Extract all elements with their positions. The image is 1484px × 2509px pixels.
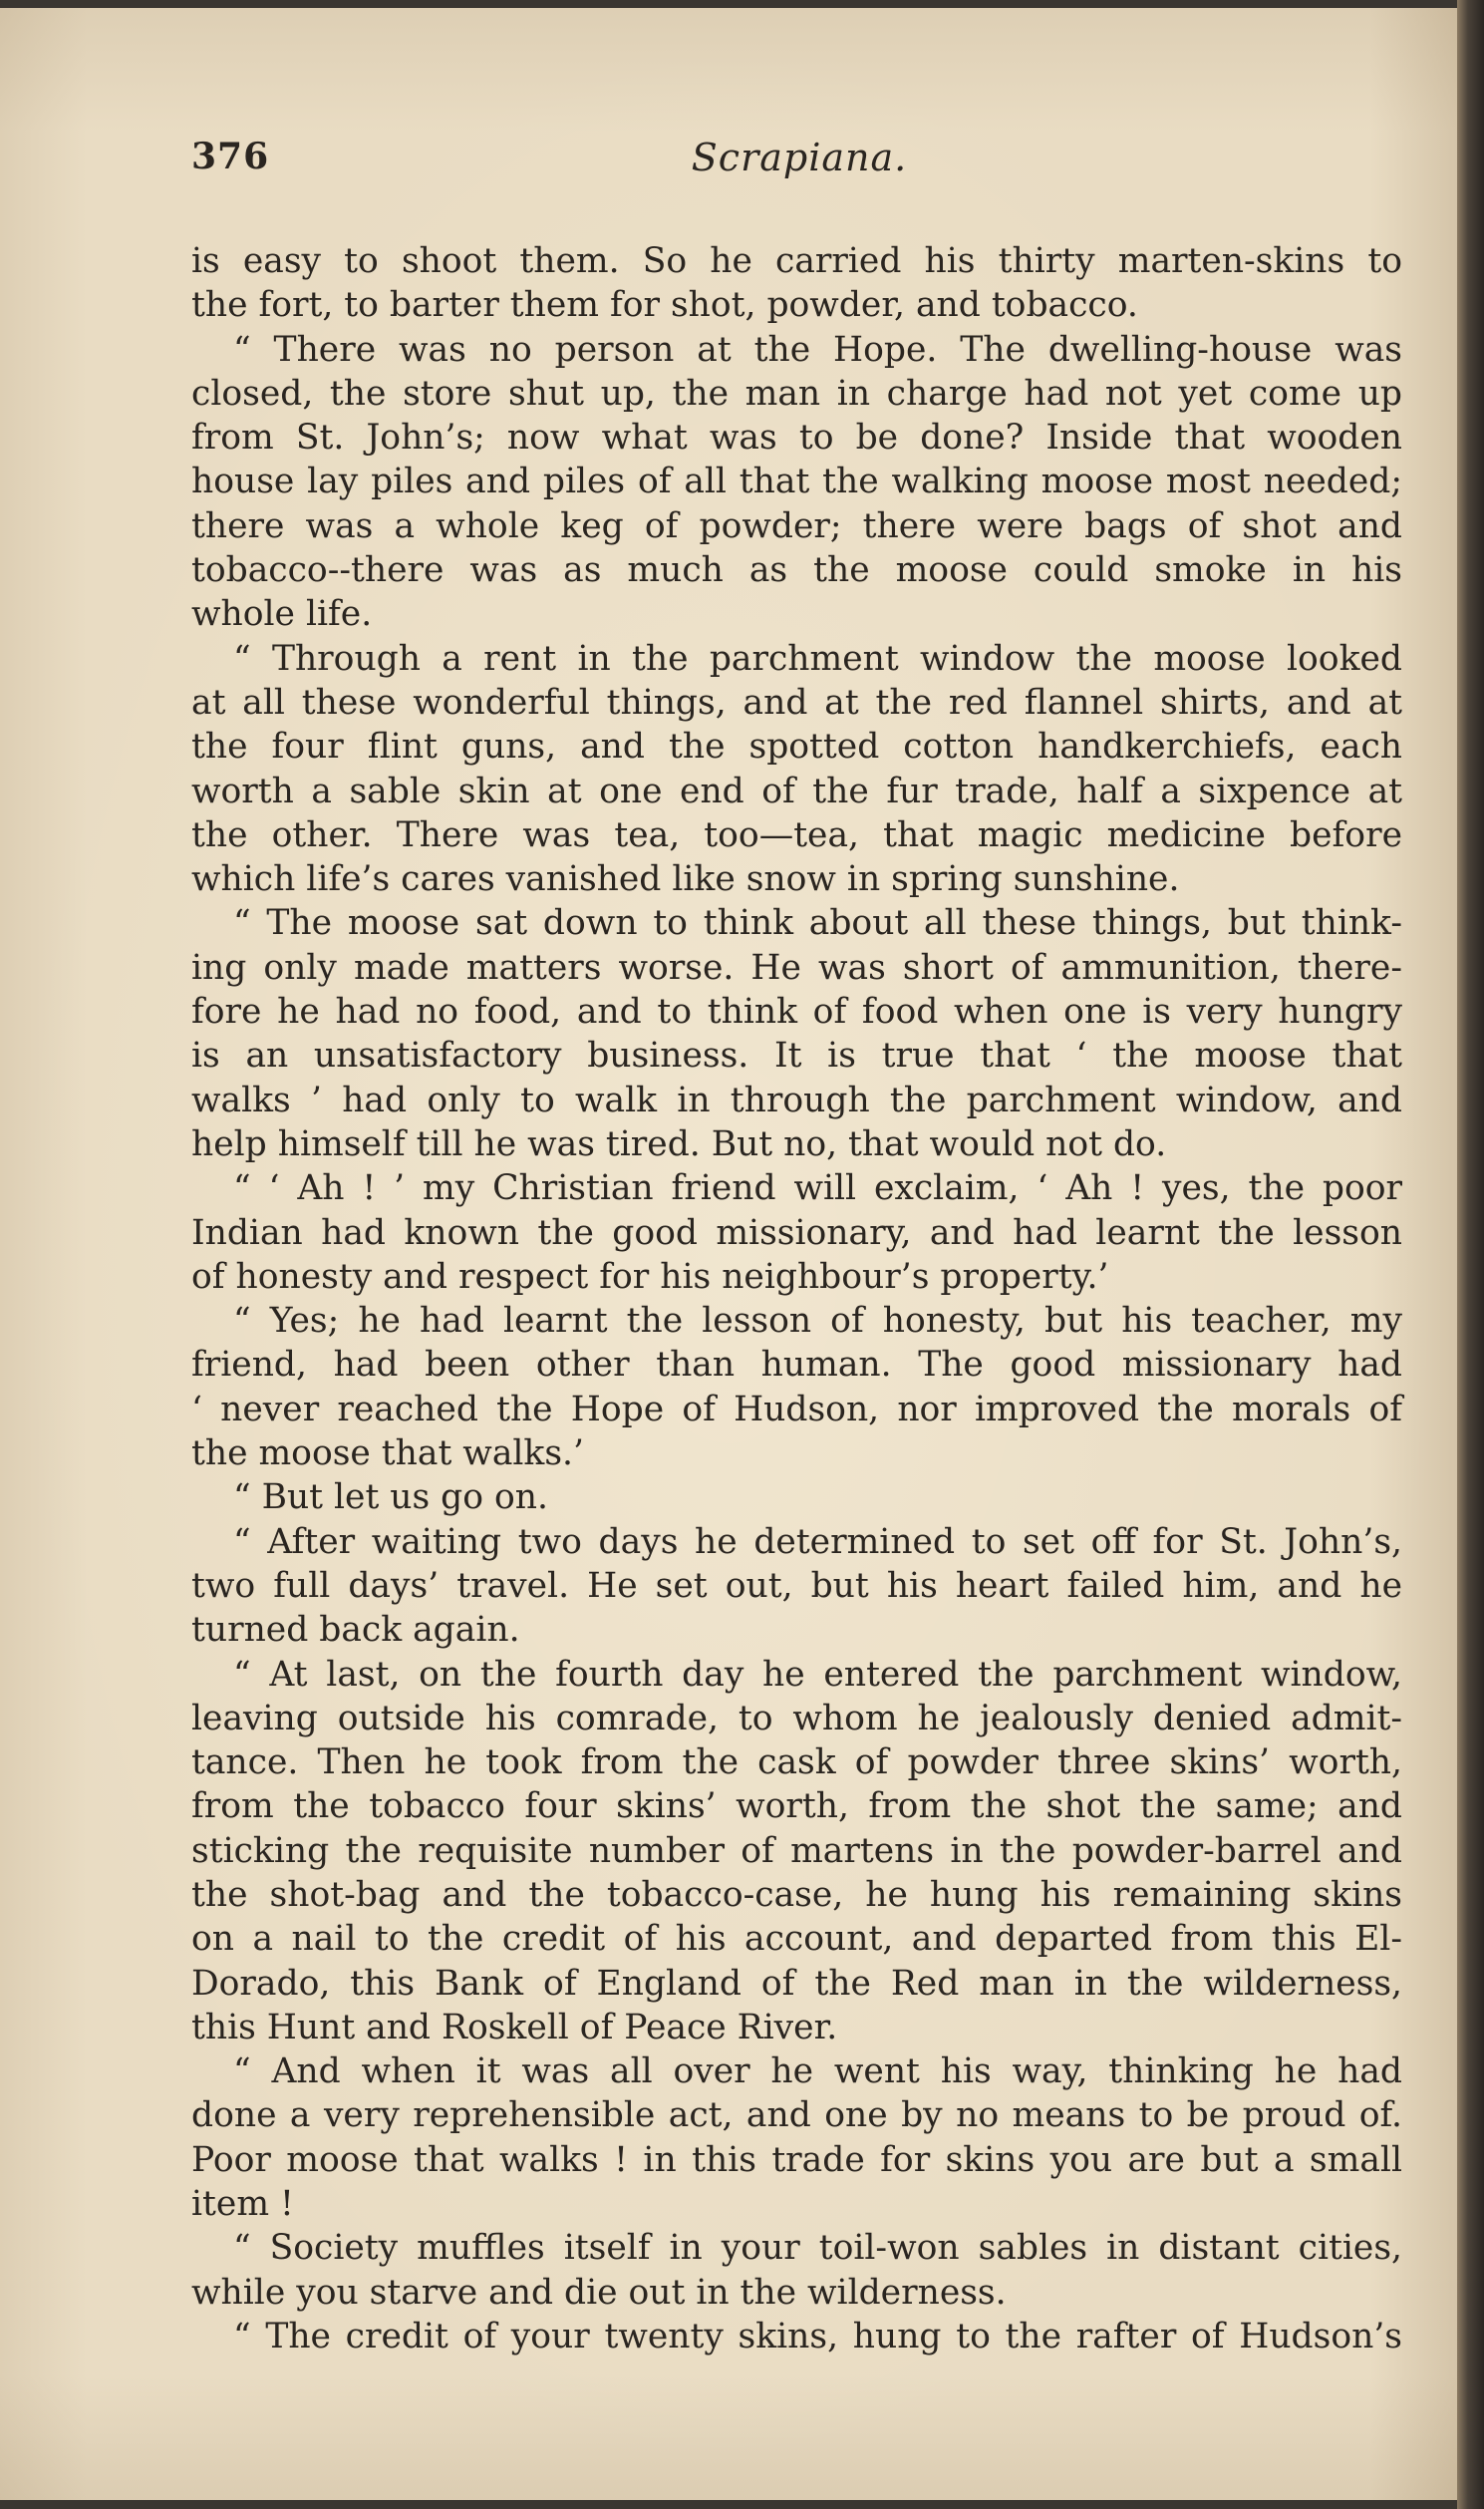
book-page <box>0 8 1457 2500</box>
text-line: “ Yes; he had learnt the lesson of honesty, but his teacher, my <box>233 1301 1402 1342</box>
text-line: house lay piles and piles of all that the walking moose most needed; <box>191 462 1402 502</box>
text-line: item ! <box>191 2184 294 2225</box>
text-line: “ Society muffles itself in your toil-won sables in distant cities, <box>233 2228 1402 2269</box>
text-line: ing only made matters worse. He was short of ammunition, there- <box>191 947 1402 988</box>
text-line: friend, had been other than human. The good missionary had <box>191 1345 1402 1386</box>
text-line: is easy to shoot them. So he carried his thirty marten-skins to <box>191 241 1402 281</box>
book-edge <box>1457 0 1484 2509</box>
text-line: from the tobacco four skins’ worth, from the shot the same; and <box>191 1786 1402 1827</box>
text-line: “ The moose sat down to think about all these things, but think- <box>233 903 1402 944</box>
text-line: Dorado, this Bank of England of the Red man in the wilderness, <box>191 1963 1402 2004</box>
text-line: Poor moose that walks ! in this trade for skins you are but a small <box>191 2139 1402 2180</box>
text-line: “ And when it was all over he went his way, thinking he had <box>233 2051 1402 2092</box>
text-line: sticking the requisite number of martens in the powder-barrel and <box>191 1830 1402 1871</box>
body-text <box>191 239 1402 2358</box>
text-line: the fort, to barter them for shot, powder, and tobacco. <box>191 285 1138 326</box>
text-line: “ Through a rent in the parchment window the moose looked <box>233 638 1402 679</box>
text-line: the four flint guns, and the spotted cotton handkerchiefs, each <box>191 727 1402 768</box>
text-line: ‘ never reached the Hope of Hudson, nor improved the morals of <box>191 1389 1402 1429</box>
text-line: at all these wonderful things, and at the red flannel shirts, and at <box>191 682 1402 723</box>
text-line: done a very reprehensible act, and one by no means to be proud of. <box>191 2095 1402 2136</box>
text-line: on a nail to the credit of his account, and departed from this El- <box>191 1919 1402 1960</box>
text-line: fore he had no food, and to think of food when one is very hungry <box>191 992 1402 1033</box>
text-line: two full days’ travel. He set out, but his heart failed him, and he <box>191 1565 1402 1606</box>
text-line: walks ’ had only to walk in through the parchment window, and <box>191 1080 1402 1120</box>
text-line: tance. Then he took from the cask of powder three skins’ worth, <box>191 1742 1402 1783</box>
text-line: “ ‘ Ah ! ’ my Christian friend will exclaim, ‘ Ah ! yes, the poor <box>233 1168 1402 1209</box>
text-line: turned back again. <box>191 1610 520 1651</box>
text-line: while you starve and die out in the wilderness. <box>191 2272 1007 2313</box>
text-line: the shot-bag and the tobacco-case, he hung his remaining skins <box>191 1874 1402 1915</box>
text-line: “ But let us go on. <box>233 1477 548 1518</box>
running-title: Scrapiana. <box>691 136 908 179</box>
text-line: Indian had known the good missionary, and had learnt the lesson <box>191 1212 1402 1253</box>
text-line: help himself till he was tired. But no, that would not do. <box>191 1123 1167 1164</box>
text-line: “ The credit of your twenty skins, hung to the rafter of Hudson’s <box>233 2316 1402 2356</box>
text-line: which life’s cares vanished like snow in spring sunshine. <box>191 859 1180 900</box>
text-line: of honesty and respect for his neighbour’s property.’ <box>191 1256 1109 1297</box>
text-line: the other. There was tea, too—tea, that magic medicine before <box>191 814 1402 855</box>
text-line: from St. John’s; now what was to be done? Inside that wooden <box>191 418 1402 459</box>
text-line: the moose that walks.’ <box>191 1433 584 1474</box>
text-line: tobacco--there was as much as the moose could smoke in his <box>191 550 1402 591</box>
running-head <box>191 136 1407 195</box>
text-line: worth a sable skin at one end of the fur trade, half a sixpence at <box>191 771 1402 811</box>
text-line: whole life. <box>191 594 373 635</box>
page-number: 376 <box>191 136 270 177</box>
text-line: “ After waiting two days he determined to set off for St. John’s, <box>233 1521 1402 1562</box>
text-line: this Hunt and Roskell of Peace River. <box>191 2007 838 2047</box>
text-line: there was a whole keg of powder; there were bags of shot and <box>191 505 1402 546</box>
text-line: closed, the store shut up, the man in charge had not yet come up <box>191 373 1402 414</box>
text-line: leaving outside his comrade, to whom he jealously denied admit- <box>191 1698 1402 1738</box>
text-line: “ At last, on the fourth day he entered the parchment window, <box>233 1654 1402 1695</box>
text-line: “ There was no person at the Hope. The dwelling-house was <box>233 329 1402 370</box>
text-line: is an unsatisfactory business. It is true that ‘ the moose that <box>191 1036 1402 1077</box>
